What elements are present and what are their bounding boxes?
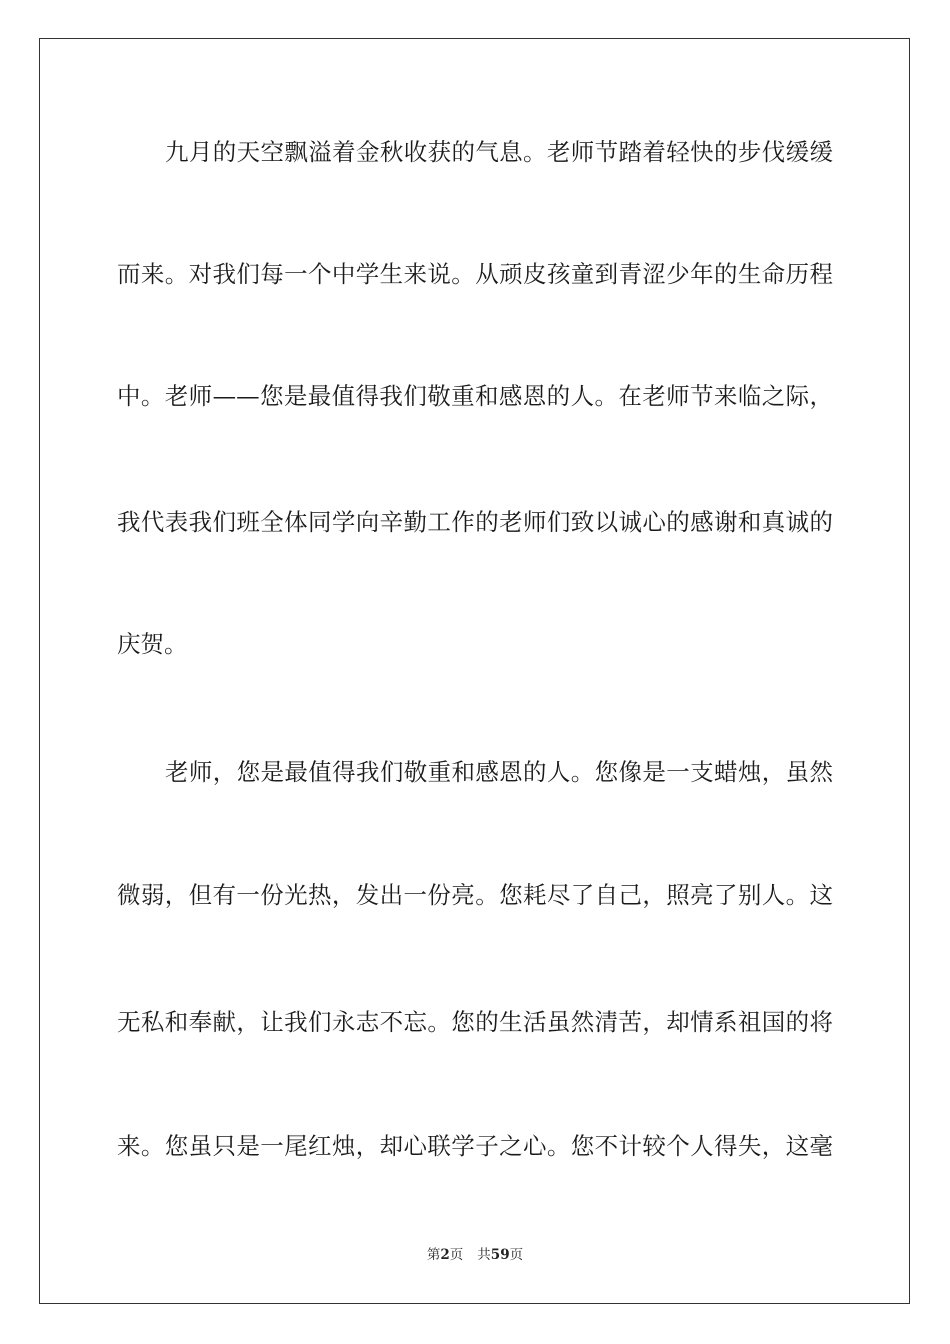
page-total: 59 [490,1247,510,1263]
total-suffix: 页 [509,1247,524,1263]
text-line-1: 九月的天空飘溢着金秋收获的气息。老师节踏着轻快的步伐缓缓 [165,138,833,166]
text-line-6: 老师，您是最值得我们敬重和感恩的人。您像是一支蜡烛，虽然 [165,758,833,786]
text-line-7: 微弱，但有一份光热，发出一份亮。您耗尽了自己，照亮了别人。这 [117,881,833,909]
text-line-9: 来。您虽只是一尾红烛，却心联学子之心。您不计较个人得失，这毫 [117,1132,833,1160]
text-line-8: 无私和奉献，让我们永志不忘。您的生活虽然清苦，却情系祖国的将 [117,1008,833,1036]
total-prefix: 共 [477,1247,491,1263]
text-line-3: 中。老师——您是最值得我们敬重和感恩的人。在老师节来临之际， [117,382,833,410]
page-suffix: 页 [449,1247,464,1263]
page-current: 2 [440,1247,450,1263]
text-line-2: 而来。对我们每一个中学生来说。从顽皮孩童到青涩少年的生命历程 [117,260,833,288]
text-line-5: 庆贺。 [117,630,188,658]
page-prefix: 第 [426,1247,441,1263]
page-footer [0,1246,950,1264]
page-border [39,38,910,1304]
text-line-4: 我代表我们班全体同学向辛勤工作的老师们致以诚心的感谢和真诚的 [117,508,833,536]
